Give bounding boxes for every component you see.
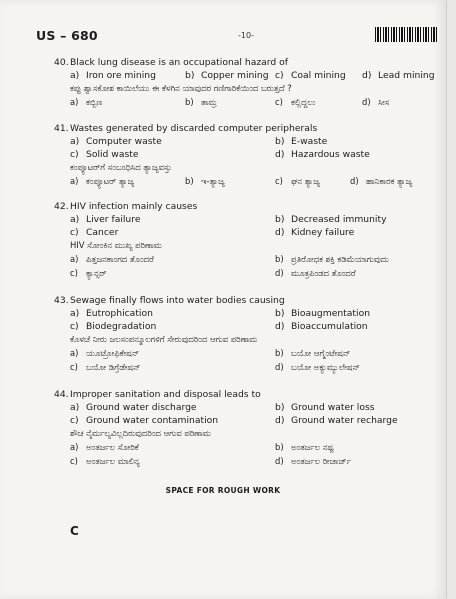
options-row <box>70 307 440 320</box>
option-a-kannada: a) ಯೂಟ್ರೋಫಿಕೇಷನ್ <box>70 348 140 358</box>
options-row-kannada <box>70 347 440 361</box>
option-c-kannada: c) ಕಲ್ಲಿದ್ದಲು <box>275 97 316 107</box>
option-c: c) Cancer <box>70 227 119 238</box>
option-d-kannada: d) ಸೀಸ <box>362 97 390 107</box>
question-text: HIV infection mainly causes <box>70 201 198 212</box>
option-b: b) Decreased immunity <box>275 214 387 225</box>
question-text-kannada: ಕೊಳಚೆ ನೀರು ಜಲಸಂಪನ್ಮೂಲಗಳಿಗೆ ಸೇರುವುದರಿಂದ ಆಗುವ ಪರಿಣಾಮ <box>70 334 258 344</box>
option-b-kannada: b) ಪ್ರತಿರೋಧಕ ಶಕ್ತಿ ಕಡಿಮೆಯಾಗುವುದು <box>275 254 389 264</box>
option-d: d) Lead mining <box>362 70 435 81</box>
question-text-kannada: ಶೌಚ ನೈರ್ಮಲ್ಯವಿಲ್ಲದಿರುವುದರಿಂದ ಆಗುವ ಪರಿಣಾಮ <box>70 428 211 438</box>
question-number: 43. <box>54 295 69 306</box>
option-a-kannada: a) ಕಂಪ್ಯೂಟರ್ ತ್ಯಾಜ್ಯ <box>70 176 135 186</box>
question-text-kannada: HIV ಸೋಂಕಿನ ಮುಖ್ಯ ಪರಿಣಾಮ <box>70 240 162 250</box>
option-a: a) Eutrophication <box>70 308 153 319</box>
option-c: c) Biodegradation <box>70 321 157 332</box>
option-a: a) Computer waste <box>70 136 162 147</box>
option-d-kannada: d) ಅಂತರ್ಜಲ ರೀಚಾರ್ಜ್ <box>275 456 351 466</box>
options-row-kannada <box>70 175 440 189</box>
option-d-kannada: d) ಬಯೋ ಅಕ್ಯುಮ್ಯುಲೇಷನ್ <box>275 362 360 372</box>
option-a-kannada: a) ಪಿತ್ತಜನಕಾಂಗದ ತೊಂದರೆ <box>70 254 154 264</box>
question-text: Black lung disease is an occupational hazard of <box>70 57 289 68</box>
question-40 <box>54 56 440 110</box>
options-row <box>70 135 440 148</box>
options-row <box>70 213 440 226</box>
question-text: Sewage finally flows into water bodies causing <box>70 295 285 306</box>
question-number: 40. <box>54 57 69 68</box>
question-43 <box>54 294 440 375</box>
option-d-kannada: d) ಮೂತ್ರಪಿಂಡದ ತೊಂದರೆ <box>275 268 356 278</box>
option-b: b) E-waste <box>275 136 328 147</box>
options-row <box>70 148 440 161</box>
option-b-kannada: b) ಬಯೋ ಆಗ್ಮೆಂಟೇಷನ್ <box>275 348 351 358</box>
option-a: a) Ground water discharge <box>70 402 197 413</box>
option-d: d) Ground water recharge <box>275 415 398 426</box>
option-d-kannada: d) ಹಾನಿಕಾರಕ ತ್ಯಾಜ್ಯ <box>350 176 413 186</box>
question-text-kannada: ಕಂಪ್ಯೂಟರ್‌ಗೆ ಸಂಬಂಧಿಸಿದ ತ್ಯಾಜ್ಯವಸ್ತು <box>70 162 172 172</box>
option-c: c) Solid waste <box>70 149 139 160</box>
option-a-kannada: a) ಅಂತರ್ಜಲ ಸೋರಿಕೆ <box>70 442 139 452</box>
option-b: b) Bioaugmentation <box>275 308 371 319</box>
question-number: 41. <box>54 123 69 134</box>
question-41 <box>54 122 440 189</box>
paper-code: US – 680 <box>36 28 98 43</box>
barcode-image <box>375 27 439 42</box>
options-row <box>70 226 440 239</box>
question-text: Improper sanitation and disposal leads to <box>70 389 261 400</box>
page-number: -10- <box>238 31 254 40</box>
booklet-series-mark: C <box>70 524 79 538</box>
options-row <box>70 401 440 414</box>
option-d: d) Hazardous waste <box>275 149 370 160</box>
options-row-kannada <box>70 455 440 469</box>
options-row-kannada <box>70 361 440 375</box>
option-c-kannada: c) ಬಯೋ ಡಿಗ್ರೆಡೇಷನ್ <box>70 362 141 372</box>
options-row <box>70 69 440 82</box>
question-text-kannada: ಕಪ್ಪು ಶ್ವಾಸಕೋಶ ಕಾಯಿಲೆಯು ಈ ಕೆಳಗಿನ ಯಾವುದರ ಗಣಿಗಾರಿಕೆಯಿಂದ ಬರುತ್ತದೆ ? <box>70 83 292 93</box>
options-row <box>70 414 440 427</box>
question-42 <box>54 200 440 281</box>
rough-work-footer: SPACE FOR ROUGH WORK <box>165 486 281 495</box>
option-b: b) Ground water loss <box>275 402 375 413</box>
options-row-kannada <box>70 267 440 281</box>
option-b-kannada: b) ಅಂತರ್ಜಲ ನಷ್ಟ <box>275 442 334 452</box>
question-text: Wastes generated by discarded computer peripherals <box>70 123 318 134</box>
question-44 <box>54 388 440 469</box>
question-number: 44. <box>54 389 69 400</box>
option-c-kannada: c) ಘನ ತ್ಯಾಜ್ಯ <box>275 176 320 186</box>
option-a: a) Iron ore mining <box>70 70 156 81</box>
option-a: a) Liver failure <box>70 214 141 225</box>
option-c: c) Ground water contamination <box>70 415 219 426</box>
question-number: 42. <box>54 201 69 212</box>
option-c-kannada: c) ಅಂತರ್ಜಲ ಮಾಲಿನ್ಯ <box>70 456 140 466</box>
option-c: c) Coal mining <box>275 70 346 81</box>
option-b: b) Copper mining <box>185 70 269 81</box>
option-a-kannada: a) ಕಬ್ಬಿಣ <box>70 97 103 107</box>
option-b-kannada: b) ಇ-ತ್ಯಾಜ್ಯ <box>185 176 225 186</box>
option-d: d) Bioaccumulation <box>275 321 368 332</box>
options-row-kannada <box>70 253 440 267</box>
option-c-kannada: c) ಕ್ಯಾನ್ಸರ್ <box>70 268 107 278</box>
options-row <box>70 320 440 333</box>
option-d: d) Kidney failure <box>275 227 355 238</box>
options-row-kannada <box>70 96 440 110</box>
option-b-kannada: b) ತಾಮ್ರ <box>185 97 217 107</box>
options-row-kannada <box>70 441 440 455</box>
